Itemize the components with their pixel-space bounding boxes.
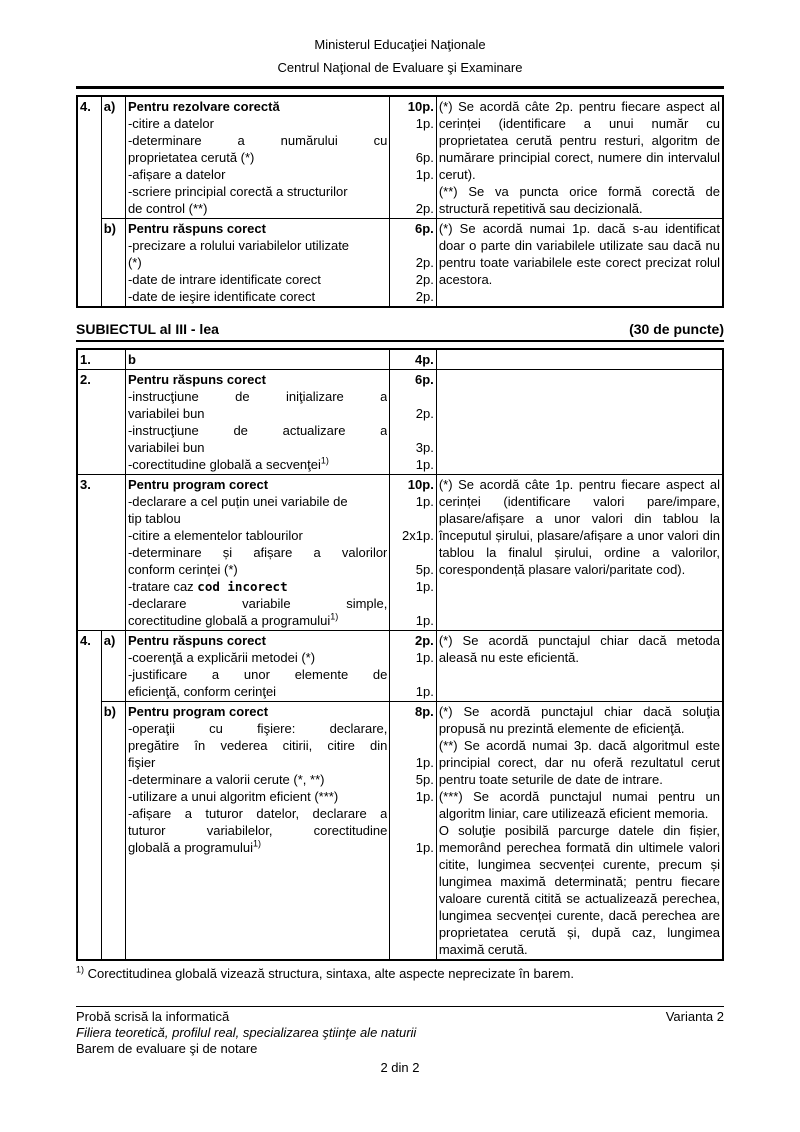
criteria-cell (125, 349, 389, 370)
center-header: Centrul Naţional de Evaluare şi Examinare (277, 60, 523, 75)
note-paragraph: (**) Se acordă numai 3p. dacă algoritmul este principial corect, dar nu oferă rezultatul cerut pentru toate seturile de date de intrare. (438, 738, 720, 787)
footnote-marker: 1) (76, 964, 85, 975)
row-number: 4. (77, 96, 101, 307)
footnote (76, 965, 724, 982)
table-row (77, 96, 723, 219)
criteria-line: -date de intrare identificate corect (127, 272, 321, 287)
points-line: 5p. (415, 562, 434, 577)
criteria-line: -precizare a rolului variabilelor utilizate (127, 238, 350, 253)
criteria-line: variabilei bun (127, 440, 205, 455)
criteria-line: -declarare variabile simple, (127, 596, 388, 611)
scoring-table-subject2-container (76, 95, 724, 308)
criteria-line: Pentru răspuns corect (127, 372, 266, 387)
points-line: 1p. (415, 684, 434, 699)
points-line: 6p. (415, 372, 434, 387)
criteria-line: -utilizare a unui algoritm eficient (***) (127, 789, 339, 804)
points-line: 1p. (415, 457, 434, 472)
scoring-table-subject2 (76, 95, 724, 308)
note-paragraph: (*) Se acordă câte 2p. pentru fiecare aspect al cerinței (identificare a unui număr cu proprietatea cerută pentru resturi, algoritm de numărare principial corect, numere din intervalul cerut). (438, 99, 720, 182)
points-line: 1p. (415, 789, 434, 804)
criteria-line: Pentru program corect (127, 704, 269, 719)
points-line: 5p. (415, 772, 434, 787)
points-line (392, 666, 433, 683)
note-paragraph: (*) Se acordă numai 1p. dacă s-au identificat doar o parte din variabilele utilizate sau dacă nu pentru toate variabilele este corect precizat rolul acestora. (438, 221, 720, 287)
criteria-line: -scriere principial corectă a structurilor (127, 184, 348, 199)
criteria-cell (125, 370, 389, 475)
points-cell (390, 475, 436, 631)
criteria-line: -corectitudine globală a secvenţei$^{1)}$ (127, 456, 329, 472)
criteria-line: -justificare a unor elemente de (127, 667, 388, 682)
points-line: 8p. (415, 704, 434, 719)
points-line: 2p. (415, 272, 434, 287)
footer-exam-name: Probă scrisă la informatică (76, 1009, 230, 1024)
header-rule (76, 86, 724, 89)
criteria-cell (125, 96, 389, 219)
table-row (77, 702, 723, 961)
table-row (77, 475, 723, 631)
criteria-line: -afișare a datelor (127, 167, 226, 182)
points-line: 1p. (415, 116, 434, 131)
criteria-line: -coerenţă a explicării metodei (*) (127, 650, 316, 665)
note-paragraph: (*) Se acordă punctajul chiar dacă metoda aleasă nu este eficientă. (438, 633, 720, 665)
note-paragraph: (**) Se va puncta orice formă corectă de structură repetitivă sau decizională. (438, 184, 720, 216)
note-paragraph: (***) Se acordă punctajul numai pentru un algoritm liniar, care utilizează eficient memoria. (438, 789, 720, 821)
criteria-line: pregătire în vederea citirii, citire din (127, 738, 388, 753)
criteria-line: (*) (127, 255, 142, 270)
criteria-line: -determinare și afișare a valorilor (127, 545, 388, 560)
points-line: 3p. (415, 440, 434, 455)
points-line (392, 805, 433, 822)
points-cell (390, 702, 436, 961)
criteria-cell (125, 702, 389, 961)
footnote-text: Corectitudinea globală vizează structura, sintaxa, alte aspecte neprecizate în barem. (84, 966, 574, 981)
points-line: 6p. (415, 221, 434, 236)
criteria-line: b (127, 352, 136, 367)
points-line: 1p. (415, 494, 434, 509)
points-line: 1p. (415, 613, 434, 628)
points-line (392, 822, 433, 839)
points-cell (390, 219, 436, 308)
table-row (77, 631, 723, 702)
code-text: cod incorect (197, 579, 288, 594)
page-footer (76, 1006, 724, 1076)
criteria-line: tuturor variabilelor, corectitudine (127, 823, 388, 838)
criteria-line: eficienţă, conform cerinţei (127, 684, 277, 699)
footnote-ref: 1) (320, 456, 329, 466)
criteria-line: -citire a elementelor tablourilor (127, 528, 303, 543)
criteria-line: -instrucţiune de actualizare a (127, 423, 388, 438)
notes-cell (436, 370, 723, 475)
row-letter: b) (101, 219, 125, 308)
criteria-line: fişier (127, 755, 156, 770)
page-number: 2 din 2 (380, 1060, 420, 1075)
footer-variant: Varianta 2 (665, 1009, 724, 1024)
ministry-header: Ministerul Educaţiei Naţionale (314, 37, 486, 52)
footer-profile: Filiera teoretică, profilul real, specializarea ştiinţe ale naturii (76, 1025, 417, 1040)
points-line: 4p. (415, 352, 434, 367)
points-line: 2p. (415, 201, 434, 216)
notes-cell (436, 631, 723, 702)
points-line: 1p. (415, 650, 434, 665)
notes-cell (436, 96, 723, 219)
criteria-cell (125, 219, 389, 308)
note-paragraph: (*) Se acordă punctajul chiar dacă soluţia propusă nu prezintă elemente de eficienţă. (438, 704, 720, 736)
footnote-ref: 1) (330, 612, 339, 622)
points-line: 2p. (415, 633, 434, 648)
points-line: 1p. (415, 167, 434, 182)
section3-title: SUBIECTUL al III - lea (76, 321, 219, 337)
row-letter: b) (101, 702, 125, 961)
notes-cell (436, 702, 723, 961)
criteria-line: -citire a datelor (127, 116, 214, 131)
points-line (392, 544, 433, 561)
row-number: 3. (77, 475, 125, 631)
row-letter: a) (101, 96, 125, 219)
criteria-cell (125, 475, 389, 631)
points-cell (390, 631, 436, 702)
points-line: 2p. (415, 255, 434, 270)
document-page (76, 0, 724, 1076)
points-line (392, 237, 433, 254)
criteria-line: -afișare a tuturor datelor, declarare a (127, 806, 388, 821)
points-line (392, 388, 433, 405)
note-paragraph: O soluţie posibilă parcurge datele din fișier, memorând perechea formată din ultimele valori citite, lungimea secvenței curente, precum și lungimea maximă determinată; pentru fiecare valoare curentă citită se actualizează perechea, lungimea secvenței curente, dacă perechea are proprietatea cerută și, după caz, lungimea maximă cerută. (438, 823, 720, 957)
row-number: 2. (77, 370, 125, 475)
points-line: 10p. (407, 99, 434, 114)
points-line: 2p. (415, 406, 434, 421)
row-number: 1. (77, 349, 125, 370)
points-line (392, 595, 433, 612)
points-cell (390, 96, 436, 219)
section3-points: (30 de puncte) (629, 321, 724, 337)
scoring-table-subject3-container (76, 348, 724, 961)
notes-cell (436, 219, 723, 308)
row-number: 4. (77, 631, 101, 961)
points-cell (390, 349, 436, 370)
criteria-line: -instrucţiune de iniţializare a (127, 389, 388, 404)
points-line: 2x1p. (402, 528, 434, 543)
points-line: 1p. (415, 755, 434, 770)
criteria-line: Pentru program corect (127, 477, 269, 492)
notes-cell (436, 349, 723, 370)
points-line: 2p. (415, 289, 434, 304)
points-line: 1p. (415, 579, 434, 594)
note-paragraph: (*) Se acordă câte 1p. pentru fiecare aspect al cerinței (identificare valori pare/impare, plasare/afișare a unor valori din tablou la începutul șirului, plasare/afișare a unor valori din tablou la finalul șirului, ordine a valorilor, corespondență plasare valori/paritate cod). (438, 477, 720, 577)
table-row (77, 370, 723, 475)
criteria-line: Pentru răspuns corect (127, 221, 266, 236)
criteria-line: -operaţii cu fişiere: declarare, (127, 721, 388, 736)
criteria-line: tip tablou (127, 511, 181, 526)
criteria-line: de control (**) (127, 201, 208, 216)
points-line (392, 422, 433, 439)
criteria-line: Pentru rezolvare corectă (127, 99, 280, 114)
criteria-line: -determinare a valorii cerute (*, **) (127, 772, 325, 787)
points-line (392, 183, 433, 200)
criteria-line: corectitudine globală a programului$^{1)}$ (127, 612, 339, 628)
points-line: 10p. (407, 477, 434, 492)
criteria-line: proprietatea cerută (*) (127, 150, 255, 165)
points-line: 1p. (415, 840, 434, 855)
criteria-line: conform cerinței (*) (127, 562, 238, 577)
table-row (77, 219, 723, 308)
footnote-ref: 1) (252, 839, 261, 849)
points-cell (390, 370, 436, 475)
scoring-table-subject3 (76, 348, 724, 961)
criteria-cell (125, 631, 389, 702)
criteria-line: -determinare a numărului cu (127, 133, 388, 148)
criteria-line: -declarare a cel puțin unei variabile de (127, 494, 348, 509)
points-line (392, 510, 433, 527)
table-row (77, 349, 723, 370)
points-line (392, 737, 433, 754)
criteria-line: Pentru răspuns corect (127, 633, 266, 648)
criteria-line: -tratare caz cod incorect (127, 579, 288, 594)
criteria-line: variabilei bun (127, 406, 205, 421)
footer-barem: Barem de evaluare şi de notare (76, 1041, 258, 1056)
points-line (392, 720, 433, 737)
notes-cell (436, 475, 723, 631)
criteria-line: globală a programului$^{1)}$ (127, 839, 261, 855)
criteria-line: -date de ieşire identificate corect (127, 289, 316, 304)
points-line (392, 132, 433, 149)
section3-heading (76, 319, 724, 342)
row-letter: a) (101, 631, 125, 702)
points-line: 6p. (415, 150, 434, 165)
